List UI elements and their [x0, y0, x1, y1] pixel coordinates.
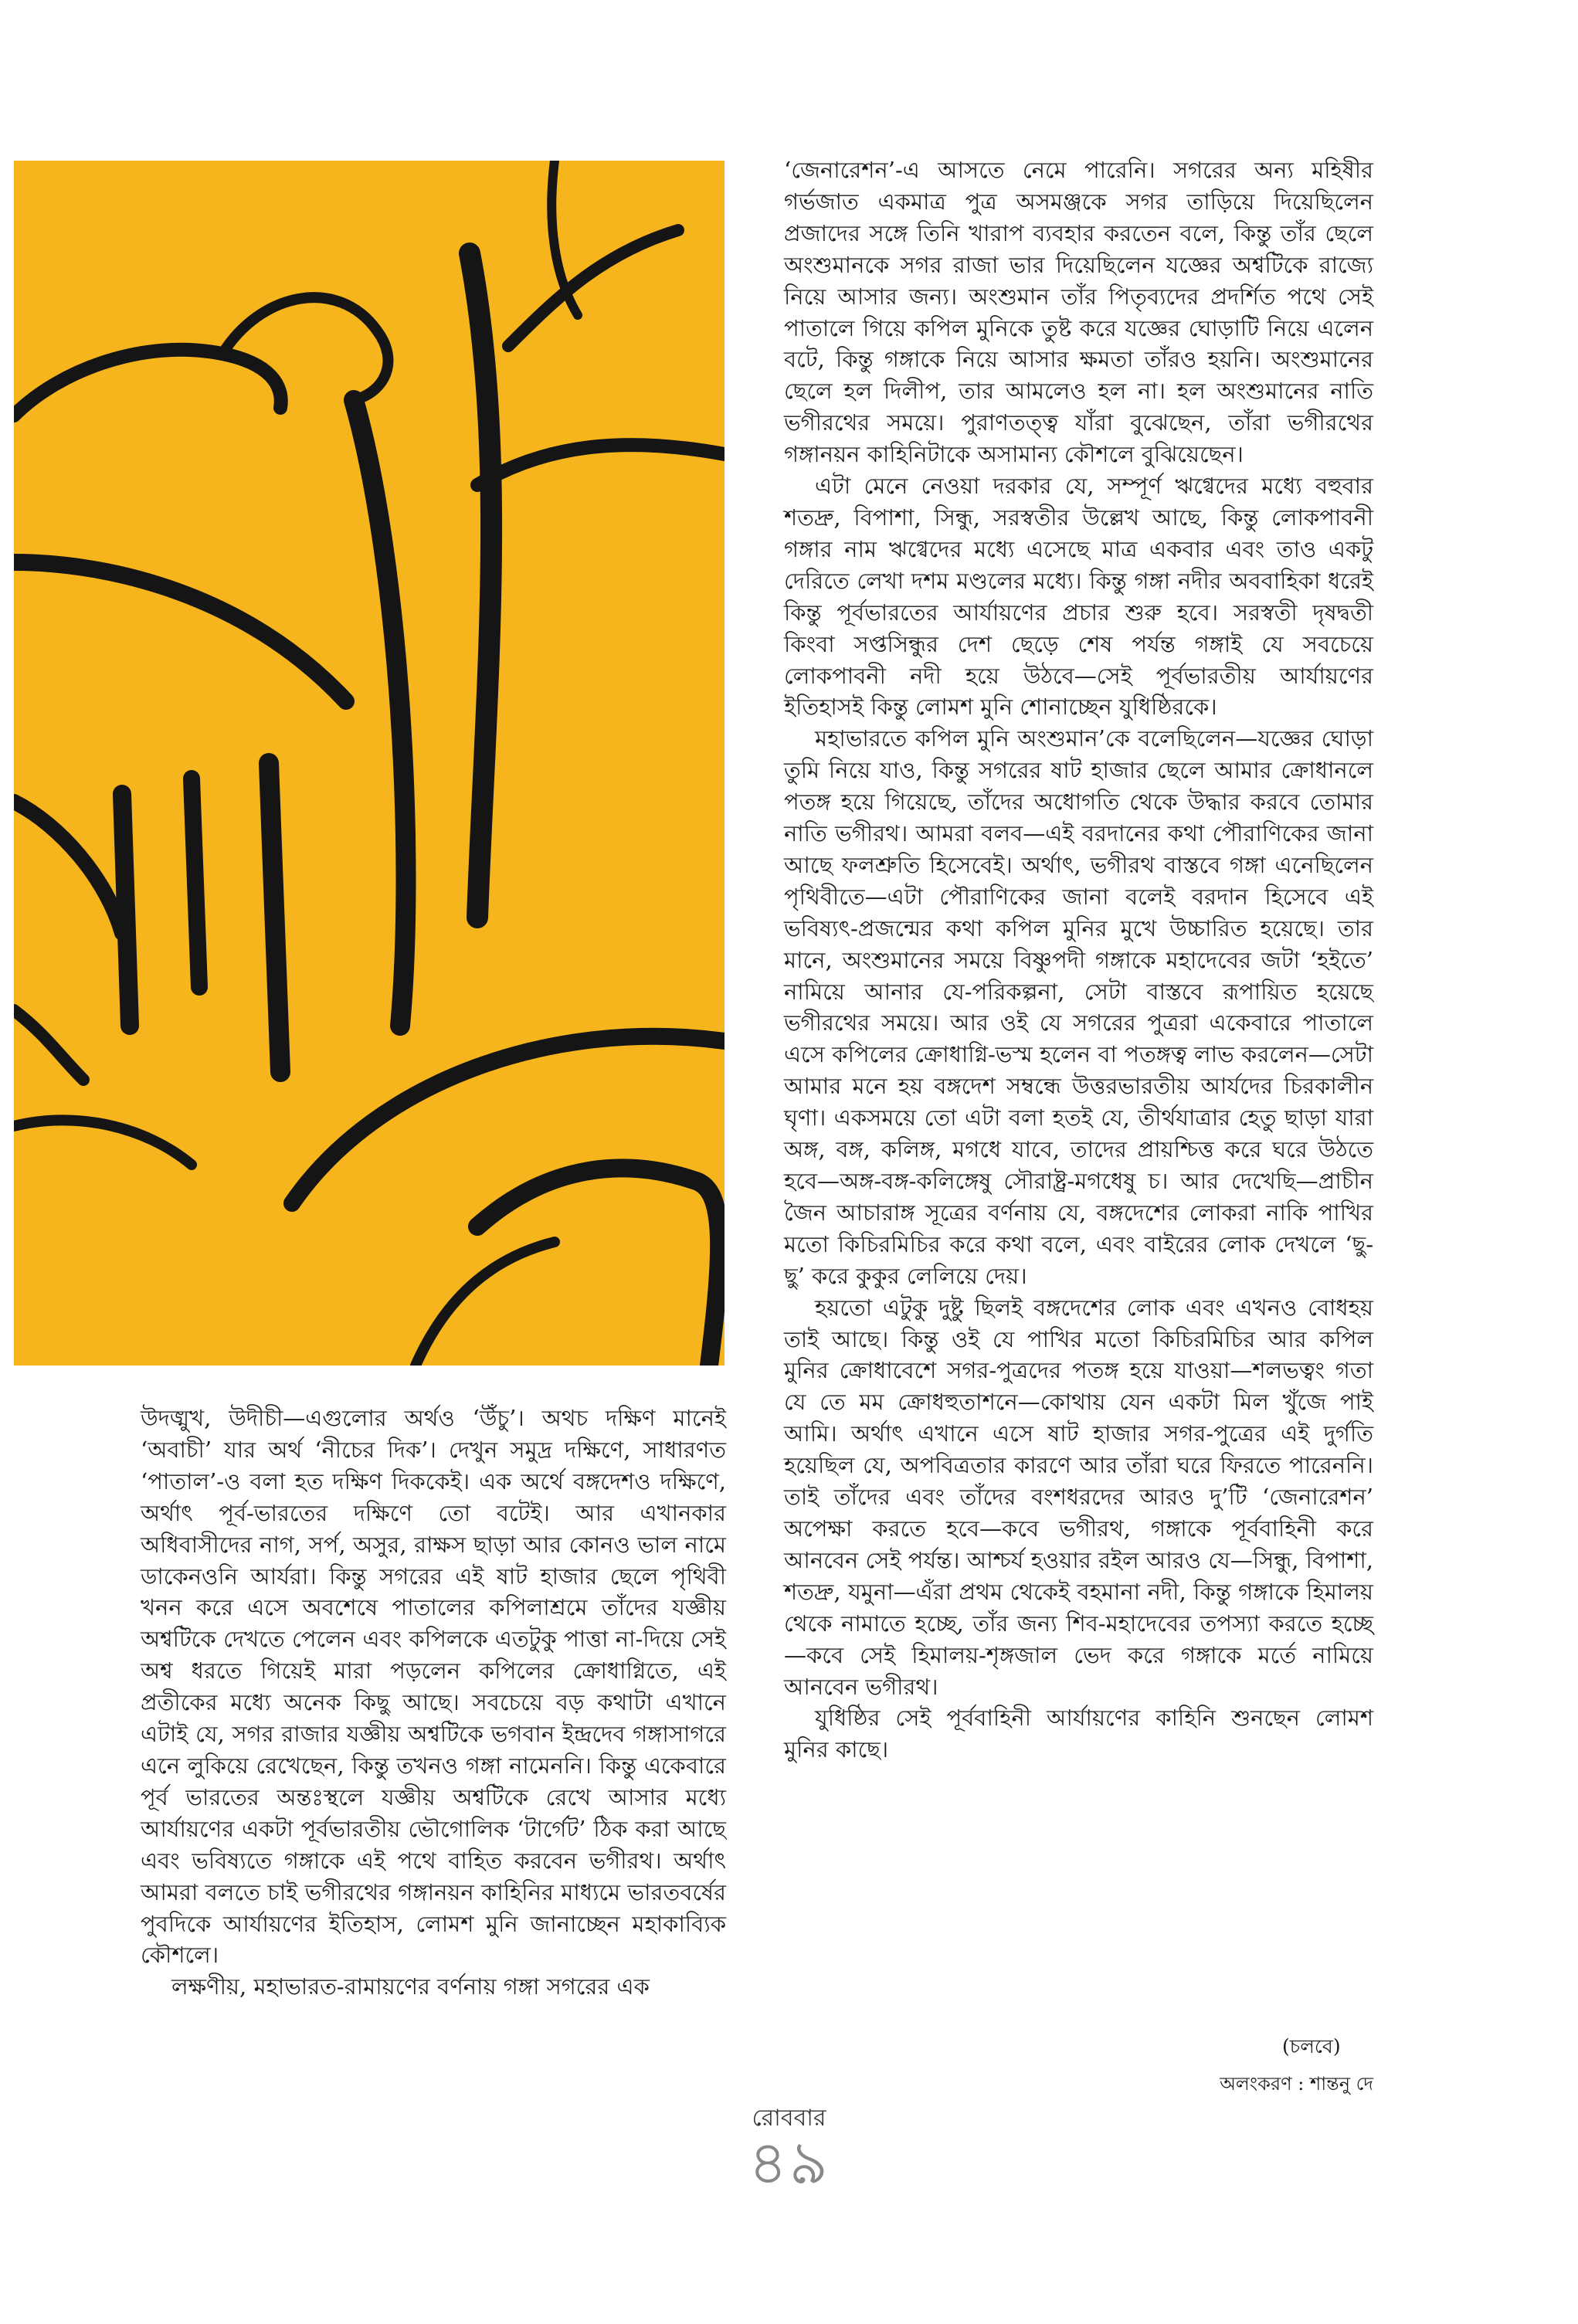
paragraph: যুধিষ্ঠির সেই পূর্ববাহিনী আর্যায়ণের কাহিনি শুনছেন লোমশ মুনির কাছে।: [784, 1705, 1373, 1763]
page-number: ৪৯: [748, 2129, 830, 2198]
paragraph: লক্ষণীয়, মহাভারত-রামায়ণের বর্ণনায় গঙ্গা সগরের এক: [171, 1973, 650, 2000]
magazine-name: রোববার: [752, 2105, 826, 2132]
article-column-left: [141, 1403, 726, 2003]
illustration-credit: অলংকরণ : শান্তনু দে: [1220, 2073, 1373, 2095]
continued-note: (চলবে): [1282, 2035, 1341, 2058]
paragraph: মহাভারতে কপিল মুনি অংশুমান’কে বলেছিলেন—যজ্ঞের ঘোড়া তুমি নিয়ে যাও, কিন্তু সগরের ষাট হাজার ছেলে আমার ক্রোধানলে পতঙ্গ হয়ে গিয়েছে, তাঁদের অধোগতি থেকে উদ্ধার করবে তোমার নাতি ভগীরথ। আমরা বলব—এই বরদানের কথা পৌরাণিকের জানা আছে ফলশ্রুতি হিসেবেই। অর্থাৎ, ভগীরথ বাস্তবে গঙ্গা এনেছিলেন পৃথিবীতে—এটা পৌরাণিকের জানা বলেই বরদান হিসেবে এই ভবিষ্যৎ-প্রজন্মের কথা কপিল মুনির মুখে উচ্চারিত হয়েছে। তার মানে, অংশুমানের সময়ে বিষ্ণুপদী গঙ্গাকে মহাদেবের জটা ‘হইতে’ নামিয়ে আনার যে-পরিকল্পনা, সেটা বাস্তবে রূপায়িত হয়েছে ভগীরথের সময়ে। আর ওই যে সগরের পুত্ররা একেবারে পাতালে এসে কপিলের ক্রোধাগ্নি-ভস্ম হলেন বা পতঙ্গত্ব লাভ করলেন—সেটা আমার মনে হয় বঙ্গদেশ সম্বন্ধে উত্তরভারতীয় আর্যদের চিরকালীন ঘৃণা। একসময়ে তো এটা বলা হতই যে, তীর্থযাত্রার হেতু ছাড়া যারা অঙ্গ, বঙ্গ, কলিঙ্গ, মগধে যাবে, তাদের প্রায়শ্চিত্ত করে ঘরে উঠতে হবে—অঙ্গ-বঙ্গ-কলিঙ্গেষু সৌরাষ্ট্র-মগধেষু চ। আর দেখেছি—প্রাচীন জৈন আচারাঙ্গ সূত্রের বর্ণনায় যে, বঙ্গদেশের লোকরা নাকি পাখির মতো কিচিরমিচির করে কথা বলে, এবং বাইরের লোক দেখলে ‘ছু-ছু’ করে কুকুর লেলিয়ে দেয়।: [784, 725, 1373, 1289]
paragraph: উদঙ্মুখ, উদীচী—এগুলোর অর্থও ‘উঁচু’। অথচ দক্ষিণ মানেই ‘অবাচী’ যার অর্থ ‘নীচের দিক’। দেখুন সমুদ্র দক্ষিণে, সাধারণত ‘পাতাল’-ও বলা হত দক্ষিণ দিককেই। এক অর্থে বঙ্গদেশও দক্ষিণে, অর্থাৎ পূর্ব-ভারতের দক্ষিণে তো বটেই। আর এখানকার অধিবাসীদের নাগ, সর্প, অসুর, রাক্ষস ছাড়া আর কোনও ভাল নামে ডাকেনওনি আর্যরা। কিন্তু সগরের এই ষাট হাজার ছেলে পৃথিবী খনন করে এসে অবশেষে পাতালের কপিলাশ্রমে তাঁদের যজ্ঞীয় অশ্বটিকে দেখতে পেলেন এবং কপিলকে এতটুকু পাত্তা না-দিয়ে সেই অশ্ব ধরতে গিয়েই মারা পড়লেন কপিলের ক্রোধাগ্নিতে, এই প্রতীকের মধ্যে অনেক কিছু আছে। সবচেয়ে বড় কথাটা এখানে এটাই যে, সগর রাজার যজ্ঞীয় অশ্বটিকে ভগবান ইন্দ্রদেব গঙ্গাসাগরে এনে লুকিয়ে রেখেছেন, কিন্তু তখনও গঙ্গা নামেননি। কিন্তু একেবারে পূর্ব ভারতের অন্তঃস্থলে যজ্ঞীয় অশ্বটিকে রেখে আসার মধ্যে আর্যায়ণের একটা পূর্বভারতীয় ভৌগোলিক ‘টার্গেট’ ঠিক করা আছে এবং ভবিষ্যতে গঙ্গাকে এই পথে বাহিত করবেন ভগীরথ। অর্থাৎ আমরা বলতে চাই ভগীরথের গঙ্গানয়ন কাহিনির মাধ্যমে ভারতবর্ষের পুবদিকে আর্যায়ণের ইতিহাস, লোমশ মুনি জানাচ্ছেন মহাকাব্যিক কৌশলে।: [141, 1405, 726, 1969]
paragraph: হয়তো এটুকু দুষ্টু ছিলই বঙ্গদেশের লোক এবং এখনও বোধহয় তাই আছে। কিন্তু ওই যে পাখির মতো কিচিরমিচির আর কপিল মুনির ক্রোধাবেশে সগর-পুত্রদের পতঙ্গ হয়ে যাওয়া—শলভত্বং গতা যে তে মম ক্রোধহুতাশনে—কোথায় যেন একটা মিল খুঁজে পাই আমি। অর্থাৎ এখানে এসে ষাট হাজার সগর-পুত্রের এই দুর্গতি হয়েছিল যে, অপবিত্রতার কারণে আর তাঁরা ঘরে ফিরতে পারেননি। তাই তাঁদের এবং তাঁদের বংশধরদের আরও দু’টি ‘জেনারেশন’ অপেক্ষা করতে হবে—কবে ভগীরথ, গঙ্গাকে পূর্ববাহিনী করে আনবেন সেই পর্যন্ত। আশ্চর্য হওয়ার রইল আরও যে—সিন্ধু, বিপাশা, শতদ্রু, যমুনা—এঁরা প্রথম থেকেই বহমানা নদী, কিন্তু গঙ্গাকে হিমালয় থেকে নামাতে হচ্ছে, তাঁর জন্য শিব-মহাদেবের তপস্যা করতে হচ্ছে—কবে সেই হিমালয়-শৃঙ্গজাল ভেদ করে গঙ্গাকে মর্তে নামিয়ে আনবেন ভগীরথ।: [784, 1294, 1373, 1700]
illustration: [14, 161, 725, 1366]
paragraph: এটা মেনে নেওয়া দরকার যে, সম্পূর্ণ ঋগ্বেদের মধ্যে বহুবার শতদ্রু, বিপাশা, সিন্ধু, সরস্বতীর উল্লেখ আছে, কিন্তু লোকপাবনী গঙ্গার নাম ঋগ্বেদের মধ্যে এসেছে মাত্র একবার এবং তাও একটু দেরিতে লেখা দশম মণ্ডলের মধ্যে। কিন্তু গঙ্গা নদীর অববাহিকা ধরেই কিন্তু পূর্বভারতের আর্যায়ণের প্রচার শুরু হবে। সরস্বতী দৃষদ্বতী কিংবা সপ্তসিন্ধুর দেশ ছেড়ে শেষ পর্যন্ত গঙ্গাই যে সবচেয়ে লোকপাবনী নদী হয়ে উঠবে—সেই পূর্বভারতীয় আর্যায়ণের ইতিহাসই কিন্তু লোমশ মুনি শোনাচ্ছেন যুধিষ্ঠিরকে।: [784, 473, 1373, 721]
article-column-right: [784, 154, 1373, 1766]
paragraph: ‘জেনারেশন’-এ আসতে নেমে পারেনি। সগরের অন্য মহিষীর গর্ভজাত একমাত্র পুত্র অসমঞ্জকে সগর তাড়িয়ে দিয়েছিলেন প্রজাদের সঙ্গে তিনি খারাপ ব্যবহার করতেন বলে, কিন্তু তাঁর ছেলে অংশুমানকে সগর রাজা ভার দিয়েছিলেন যজ্ঞের অশ্বটিকে রাজ্যে নিয়ে আসার জন্য। অংশুমান তাঁর পিতৃব্যদের প্রদর্শিত পথে সেই পাতালে গিয়ে কপিল মুনিকে তুষ্ট করে যজ্ঞের ঘোড়াটি নিয়ে এলেন বটে, কিন্তু গঙ্গাকে নিয়ে আসার ক্ষমতা তাঁরও হয়নি। অংশুমানের ছেলে হল দিলীপ, তার আমলেও হল না। হল অংশুমানের নাতি ভগীরথের সময়ে। পুরাণতত্ত্ব যাঁরা বুঝেছেন, তাঁরা ভগীরথের গঙ্গানয়ন কাহিনিটাকে অসামান্য কৌশলে বুঝিয়েছেন।: [784, 157, 1373, 468]
brush-stroke-illustration-icon: [14, 161, 725, 1366]
